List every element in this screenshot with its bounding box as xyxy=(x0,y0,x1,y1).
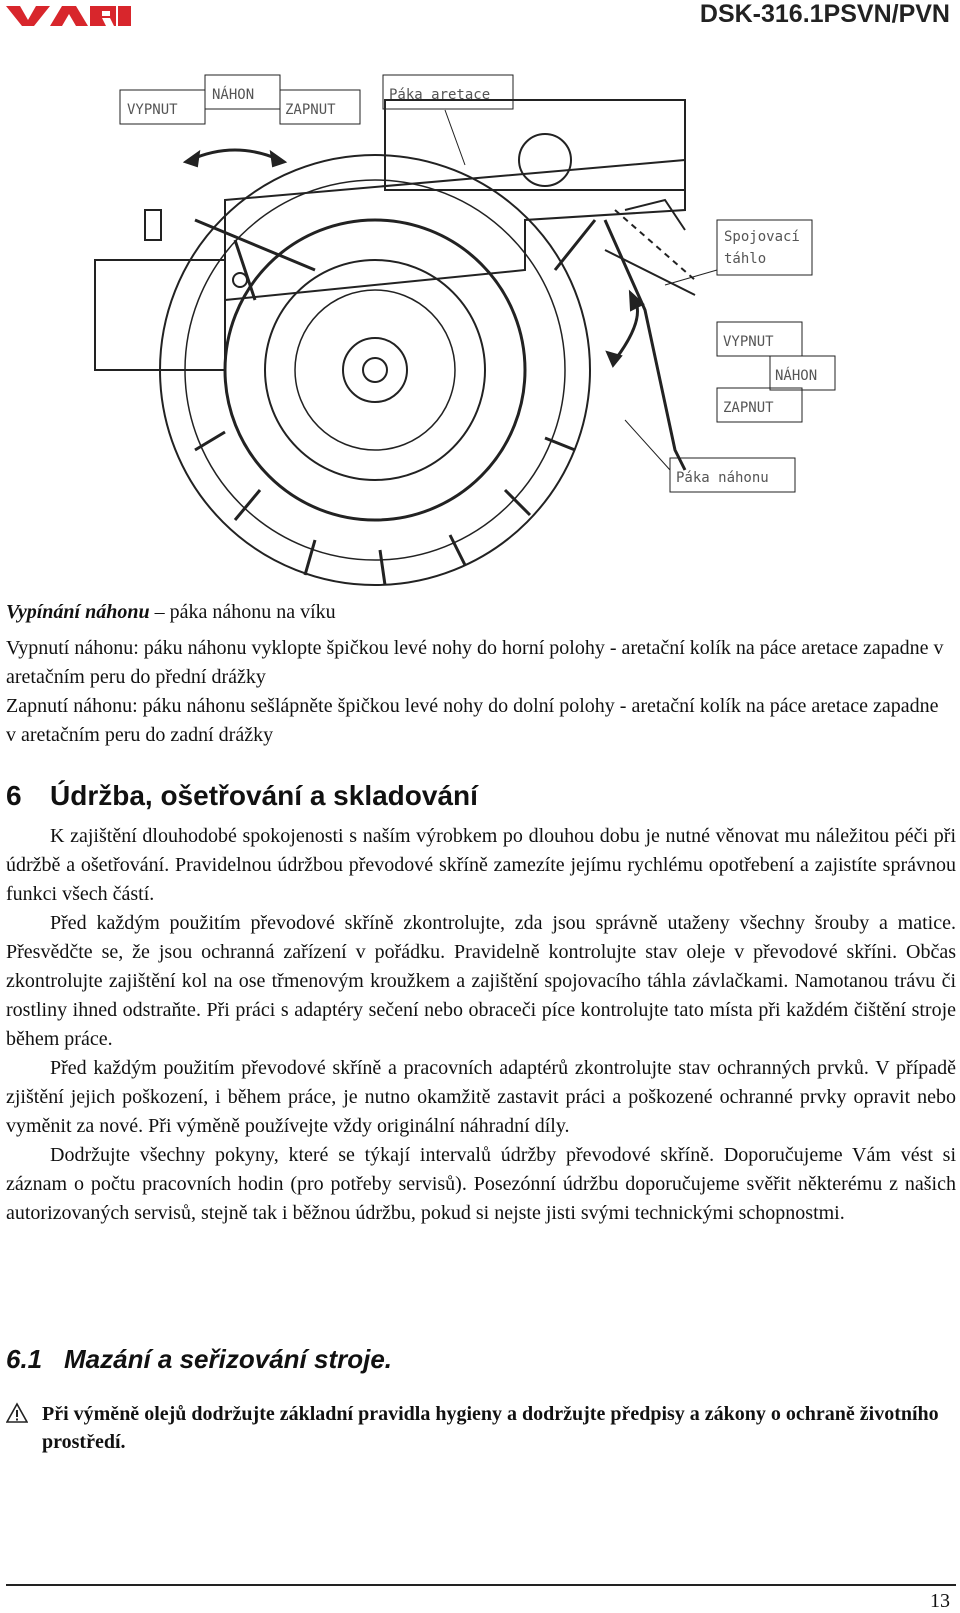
body-paragraph-2: Před každým použitím převodové skříně zkontrolujte, zda jsou správně utaženy všechny šrouby a matice. Přesvědčte se, že jsou ochranná zařízení v pořádku. Pravidelně kontrolujte stav oleje v převodové skříni. Občas zkontrolujte zajištění kol na ose třmenovým kroužkem a zajištění spojovacího táhla závlačkami. Namotanou trávu či rostliny ihned odstraňte. Při práci s adaptéry sečení nebo obraceči píce kontrolujte tato místa při každém čištění stroje během práce. xyxy=(6,912,956,1050)
label-rod-line2: táhlo xyxy=(724,251,767,267)
label-right-off: VYPNUT xyxy=(723,334,774,350)
label-left-drive: NÁHON xyxy=(212,87,255,103)
intro-paragraph-2: Zapnutí náhonu: páku náhonu sešlápněte špičkou levé nohy do dolní polohy - aretační kolík na páce aretace zapadne v aretačním peru do zadní drážky xyxy=(6,695,939,746)
vari-logo xyxy=(6,4,134,28)
body-paragraph-3: Před každým použitím převodové skříně a pracovních adaptérů zkontrolujte stav ochranných prvků. V případě zjištění jejich poškození, i během práce, je nutno okamžitě zastavit práci a poškozené ochranné prvky opravit nebo vyměnit za nové. Při výměně používejte vždy originální náhradní díly. xyxy=(6,1057,956,1137)
label-left-off: VYPNUT xyxy=(127,102,178,118)
figure-caption xyxy=(6,598,946,627)
section-6-heading xyxy=(6,780,478,812)
label-right-on: ZAPNUT xyxy=(723,400,774,416)
label-right-drive: NÁHON xyxy=(775,368,818,384)
label-left-on: ZAPNUT xyxy=(285,102,336,118)
section-6-title: Údržba, ošetřování a skladování xyxy=(50,780,478,811)
section-6-1-number: 6.1 xyxy=(6,1344,43,1374)
section-6-number: 6 xyxy=(6,780,22,811)
section-6-1-heading xyxy=(6,1344,392,1375)
label-rod-line1: Spojovací xyxy=(724,229,800,245)
section-6-1-title: Mazání a seřizování stroje. xyxy=(64,1344,393,1374)
intro-paragraph-1: Vypnutí náhonu: páku náhonu vyklopte špičkou levé nohy do horní polohy - aretační kolík na páce aretace zapadne v aretačním peru do přední drážky xyxy=(6,637,944,688)
warning-icon xyxy=(6,1402,28,1424)
page-number: 13 xyxy=(930,1590,950,1612)
caption-rest: – páka náhonu na víku xyxy=(149,601,336,623)
label-lock-lever: Páka aretace xyxy=(389,87,491,103)
warning-note xyxy=(6,1400,956,1456)
body-paragraph-1: K zajištění dlouhodobé spokojenosti s naším výrobkem po dlouhou dobu je nutné věnovat mu náležitou péči při údržbě a ošetřování. Pravidelnou údržbou převodové skříně zamezíte jejímu rychlému opotřebení a zajistíte správnou funkci všech částí. xyxy=(6,825,956,905)
footer-rule xyxy=(6,1584,956,1586)
warning-text: Při výměně olejů dodržujte základní pravidla hygieny a dodržujte předpisy a zákony o ochraně životního prostředí. xyxy=(42,1403,939,1453)
body-paragraph-4: Dodržujte všechny pokyny, které se týkají intervalů údržby převodové skříně. Doporučujeme Vám vést si záznam o počtu pracovních hodin (pro potřeby servisů). Posezónní údržbu doporučujeme svěřit některému z našich autorizovaných servisů, stejně tak i běžnou údržbu, pokud si nejste jisti svými technickými schopnostmi. xyxy=(6,1144,956,1224)
caption-title: Vypínání náhonu xyxy=(6,601,150,623)
label-drive-lever: Páka náhonu xyxy=(676,470,769,486)
drive-intro xyxy=(6,598,946,750)
section-6-body xyxy=(6,822,956,1228)
model-code: DSK-316.1PSVN/PVN xyxy=(699,0,950,28)
drive-lever-diagram xyxy=(85,70,865,600)
